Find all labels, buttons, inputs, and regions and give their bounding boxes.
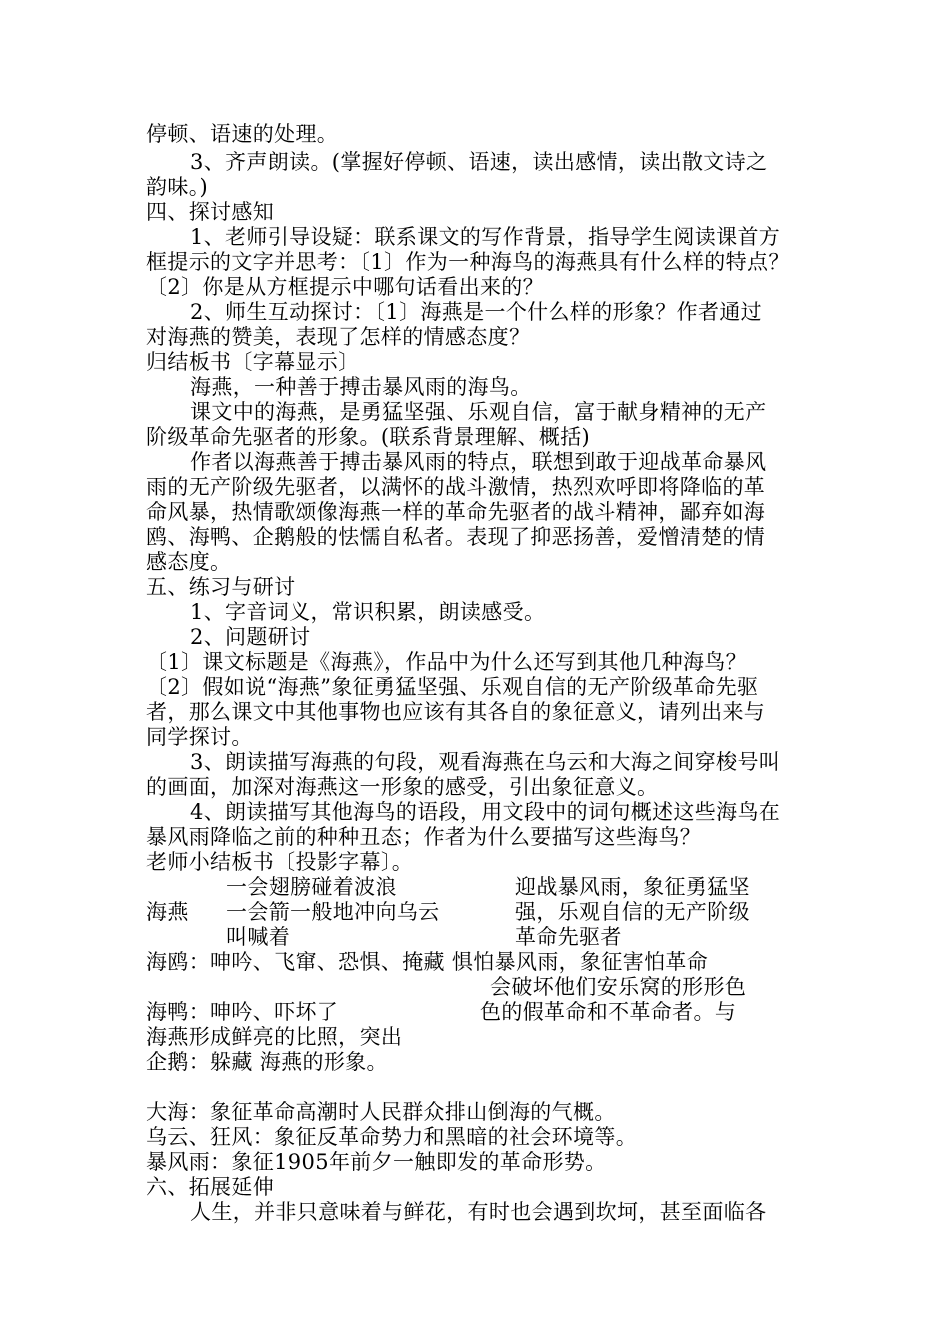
text-line: 老师小结板书〔投影字幕〕。 <box>146 850 414 874</box>
board-text: 海燕形成鲜亮的比照，突出 <box>146 1025 403 1049</box>
text-line: 作者以海燕善于搏击暴风雨的特点，联想到敢于迎战革命暴风 <box>190 450 767 474</box>
board-text: 强，乐观自信的无产阶级 <box>515 900 750 924</box>
text-line: 1、老师引导设疑：联系课文的写作背景，指导学生阅读课首方 <box>190 225 781 249</box>
text-line: 3、朗读描写海燕的句段，观看海燕在乌云和大海之间穿梭号叫 <box>190 750 781 774</box>
text-line: 框提示的文字并思考：〔1〕作为一种海鸟的海燕具有什么样的特点？ <box>146 250 790 274</box>
board-text: 革命先驱者 <box>515 925 622 949</box>
text-line: 大海：象征革命高潮时人民群众排山倒海的气概。 <box>146 1100 616 1124</box>
text-line: 雨的无产阶级先驱者，以满怀的战斗激情，热烈欢呼即将降临的革 <box>146 475 766 499</box>
text-line: 归结板书〔字幕显示〕 <box>146 350 360 374</box>
board-text: 叫喊着 <box>226 925 291 949</box>
board-text: 海鸥：呻吟、飞窜、恐惧、掩藏 惧怕暴风雨，象征害怕革命 <box>146 950 709 974</box>
text-line: 2、师生互动探讨：〔1〕海燕是一个什么样的形象？作者通过 <box>190 300 763 324</box>
text-line: 者，那么课文中其他事物也应该有其各自的象征意义，请列出来与 <box>146 700 766 724</box>
board-text: 一会翅膀碰着波浪 <box>226 875 397 899</box>
board-text: 会破坏他们安乐窝的形形色 <box>490 975 747 999</box>
text-line: 〔2〕你是从方框提示中哪句话看出来的？ <box>146 275 545 299</box>
text-line: 海燕，一种善于搏击暴风雨的海鸟。 <box>190 375 532 399</box>
text-line: 2、问题研讨 <box>190 625 311 649</box>
text-line: 对海燕的赞美，表现了怎样的情感态度？ <box>146 325 531 349</box>
text-line: 命风暴，热情歌颂像海燕一样的革命先驱者的战斗精神，鄙弃如海 <box>146 500 766 524</box>
section-heading: 六、拓展延伸 <box>146 1175 275 1199</box>
text-line: 感态度。 <box>146 550 232 574</box>
text-line: 3、齐声朗读。(掌握好停顿、语速，读出感情，读出散文诗之 <box>190 150 768 174</box>
text-line: 暴风雨降临之前的种种丑态；作者为什么要描写这些海鸟？ <box>146 825 702 849</box>
board-text: 海鸭：呻吟、吓坏了 <box>146 1000 339 1024</box>
section-heading: 五、练习与研讨 <box>146 575 296 599</box>
text-line: 乌云、狂风：象征反革命势力和黑暗的社会环境等。 <box>146 1125 638 1149</box>
text-line: 4、朗读描写其他海鸟的语段，用文段中的词句概述这些海鸟在 <box>190 800 781 824</box>
board-text: 一会箭一般地冲向乌云 <box>226 900 440 924</box>
text-line: 韵味。) <box>146 175 209 199</box>
section-heading: 四、探讨感知 <box>146 200 275 224</box>
text-line: 人生，并非只意味着与鲜花，有时也会遇到坎坷，甚至面临各 <box>190 1200 767 1224</box>
text-line: 阶级革命先驱者的形象。(联系背景理解、概括) <box>146 425 591 449</box>
board-text: 迎战暴风雨，象征勇猛坚 <box>515 875 750 899</box>
text-line: 鸥、海鸭、企鹅般的怯懦自私者。表现了抑恶扬善，爱憎清楚的情 <box>146 525 766 549</box>
text-line: 课文中的海燕，是勇猛坚强、乐观自信，富于献身精神的无产 <box>190 400 767 424</box>
text-line: 〔1〕课文标题是《海燕》，作品中为什么还写到其他几种海鸟？ <box>146 650 748 674</box>
board-text: 色的假革命和不革命者。与 <box>480 1000 737 1024</box>
board-text: 海燕 <box>146 900 189 924</box>
text-line: 的画面，加深对海燕这一形象的感受，引出象征意义。 <box>146 775 659 799</box>
text-line: 同学探讨。 <box>146 725 253 749</box>
text-line: 1、字音词义，常识积累，朗读感受。 <box>190 600 546 624</box>
text-line: 停顿、语速的处理。 <box>146 122 339 146</box>
board-text: 企鹅：躲藏 海燕的形象。 <box>146 1050 388 1074</box>
text-line: 〔2〕假如说“海燕”象征勇猛坚强、乐观自信的无产阶级革命先驱 <box>146 675 759 699</box>
text-line: 暴风雨：象征1905年前夕一触即发的革命形势。 <box>146 1150 607 1174</box>
